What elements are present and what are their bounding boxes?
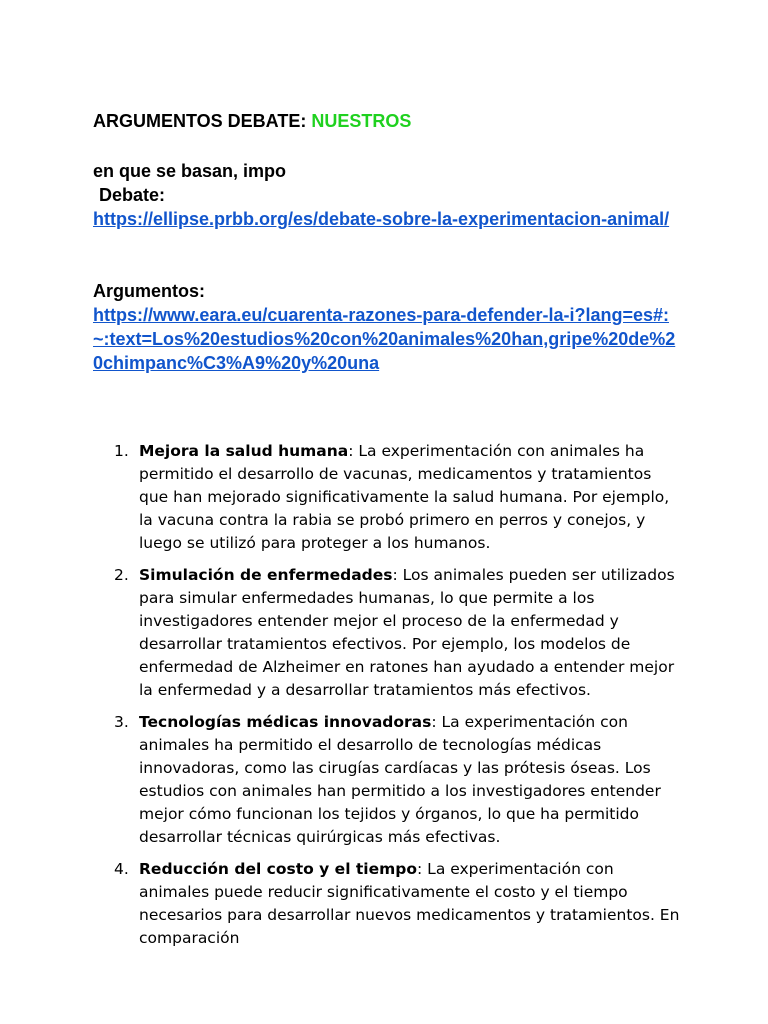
arguments-section [93, 279, 683, 375]
list-number: 2. [114, 566, 129, 584]
list-number: 3. [114, 713, 129, 731]
list-item [114, 858, 684, 950]
list-text: : La experimentación con animales ha permitido el desarrollo de vacunas, medicamentos y tratamientos que han mejorado significativamente la salud humana. Por ejemplo, la vacuna contra la rabia se probó primero en perros y conejos, y luego se utilizó para proteger a los humanos. [139, 442, 670, 552]
arguments-label: Argumentos: [93, 281, 205, 301]
list-text: : La experimentación con animales ha permitido el desarrollo de tecnologías médicas innovadoras, como las cirugías cardíacas y las prótesis óseas. Los estudios con animales han permitido a los investigadores entender mejor cómo funcionan los tejidos y órganos, lo que ha permitido desarrollar técnicas quirúrgicas más efectivas. [139, 713, 661, 846]
debate-label: Debate: [99, 185, 166, 205]
list-term: Tecnologías médicas innovadoras [139, 713, 432, 731]
document-heading [93, 111, 411, 132]
list-term: Reducción del costo y el tiempo [139, 860, 418, 878]
list-term: Mejora la salud humana [139, 442, 349, 460]
intro-section [93, 159, 683, 231]
list-item [114, 711, 684, 849]
list-item [114, 564, 684, 702]
list-text: : La experimentación con animales puede reducir significativamente el costo y el tiempo necesarios para desarrollar nuevos medicamentos y tratamientos. En comparación [139, 860, 680, 947]
arguments-link[interactable]: https://www.eara.eu/cuarenta-razones-para-defender-la-i?lang=es#:~:text=Los%20estudios%20con%20animales%20han,gripe%20de%20chimpanc%C3%A9%20y%20una [93, 305, 676, 373]
heading-accent: NUESTROS [311, 111, 412, 131]
list-term: Simulación de enfermedades [139, 566, 393, 584]
intro-text: en que se basan, impo [93, 161, 287, 181]
list-item [114, 440, 684, 555]
list-number: 4. [114, 860, 129, 878]
list-number: 1. [114, 442, 129, 460]
arguments-list [114, 440, 684, 959]
heading-label: ARGUMENTOS DEBATE: [93, 111, 307, 131]
debate-link[interactable]: https://ellipse.prbb.org/es/debate-sobre-la-experimentacion-animal/ [93, 209, 670, 229]
list-text: : Los animales pueden ser utilizados para simular enfermedades humanas, lo que permite a los investigadores entender mejor el proceso de la enfermedad y desarrollar tratamientos efectivos. Por ejemplo, los modelos de enfermedad de Alzheimer en ratones han ayudado a entender mejor la enfermedad y a desarrollar tratamientos más efectivos. [139, 566, 675, 699]
